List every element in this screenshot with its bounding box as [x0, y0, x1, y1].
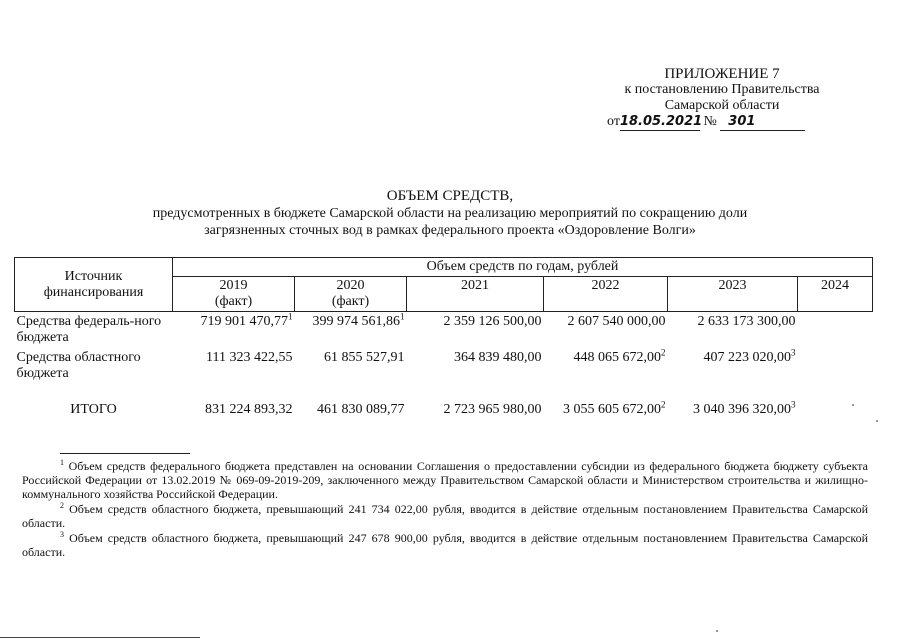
- value-text: 407 223 020,00: [703, 350, 791, 365]
- annex-block: [602, 66, 842, 131]
- year-label: 2021: [461, 278, 489, 293]
- scan-edge-line: [0, 637, 200, 638]
- footnote-ref: 1: [288, 311, 293, 322]
- footnote-3: [22, 531, 868, 559]
- total-value-cell: [544, 384, 668, 420]
- value-cell: [544, 312, 668, 349]
- footnote-mark: 1: [60, 458, 64, 467]
- table-row-federal: [15, 312, 873, 349]
- value-cell: [407, 348, 544, 384]
- footnote-mark: 2: [60, 501, 64, 510]
- value-text: 3 055 605 672,00: [563, 402, 661, 417]
- year-label: 2022: [591, 278, 620, 293]
- value-cell: [668, 348, 798, 384]
- annex-title: ПРИЛОЖЕНИЕ 7: [664, 66, 780, 82]
- footnote-ref: 2: [661, 347, 666, 358]
- year-header-2020: [295, 277, 407, 312]
- value-cell: [668, 312, 798, 349]
- footnotes: [22, 459, 868, 560]
- value-cell: [544, 348, 668, 384]
- value-text: 2 633 173 300,00: [697, 314, 796, 329]
- footnote-text: Объем средств областного бюджета, превышающий 241 734 022,00 рубля, вводится в действие отдельным постановлением Правительства Самарской области.: [22, 502, 868, 530]
- document-subtitle-line-2: загрязненных сточных вод в рамках федерального проекта «Оздоровление Волги»: [204, 223, 696, 238]
- value-cell: [798, 348, 873, 384]
- source-cell: Средства областного бюджета: [16, 350, 141, 381]
- year-label: 2019: [219, 278, 248, 293]
- value-text: 61 855 527,91: [324, 350, 405, 365]
- handwritten-date: 18.05.2021: [619, 114, 703, 129]
- document-heading: [0, 188, 900, 239]
- value-text: 2 359 126 500,00: [443, 314, 542, 329]
- year-note: (факт): [214, 294, 253, 309]
- value-cell: [407, 312, 544, 349]
- scan-speck: [852, 404, 854, 406]
- total-value-cell: [173, 384, 295, 420]
- footnote-divider: [60, 453, 190, 454]
- value-cell: [798, 312, 873, 349]
- year-header-2021: [407, 277, 544, 312]
- footnote-ref: 2: [661, 399, 666, 410]
- source-header: Источник финансирования: [15, 258, 173, 312]
- value-cell: [295, 312, 407, 349]
- footnote-ref: 3: [791, 399, 796, 410]
- table-row-total: [15, 384, 873, 420]
- year-label: 2020: [336, 278, 365, 293]
- footnote-ref: 1: [400, 311, 405, 322]
- year-note: (факт): [331, 294, 370, 309]
- value-text: 2 607 540 000,00: [567, 314, 666, 329]
- total-value-cell: [407, 384, 544, 420]
- document-title: ОБЪЕМ СРЕДСТВ,: [386, 188, 514, 204]
- value-cell: [173, 312, 295, 349]
- annex-date-line: [602, 114, 842, 131]
- footnote-2: [22, 502, 868, 530]
- total-value-cell: [295, 384, 407, 420]
- value-text: 831 224 893,32: [205, 402, 293, 417]
- year-header-2023: [668, 277, 798, 312]
- total-value-cell: [798, 384, 873, 420]
- value-text: 3 040 396 320,00: [693, 402, 791, 417]
- value-text: 461 830 089,77: [317, 402, 405, 417]
- date-prefix: от: [607, 114, 620, 129]
- footnote-ref: 3: [791, 347, 796, 358]
- number-prefix: №: [703, 114, 717, 129]
- value-text: 364 839 480,00: [454, 350, 542, 365]
- value-text: 2 723 965 980,00: [443, 402, 542, 417]
- footnote-mark: 3: [60, 530, 64, 539]
- value-text: 111 323 422,55: [206, 350, 293, 365]
- footnote-1: [22, 459, 868, 501]
- value-cell: [173, 348, 295, 384]
- year-header-2019: [173, 277, 295, 312]
- value-cell: [295, 348, 407, 384]
- total-label: ИТОГО: [70, 402, 117, 417]
- years-header: Объем средств по годам, рублей: [173, 258, 873, 277]
- scan-speck: [876, 420, 878, 422]
- scan-speck: [716, 630, 718, 632]
- year-header-2024: [798, 277, 873, 312]
- year-label: 2023: [718, 278, 747, 293]
- value-text: 719 901 470,77: [200, 314, 288, 329]
- year-header-2022: [544, 277, 668, 312]
- year-label: 2024: [821, 278, 849, 293]
- value-text: 399 974 561,86: [312, 314, 400, 329]
- value-text: 448 065 672,00: [573, 350, 661, 365]
- document-subtitle-line-1: предусмотренных в бюджете Самарской области на реализацию мероприятий по сокращению доли: [152, 206, 748, 221]
- annex-line-region: Самарской области: [664, 98, 780, 113]
- handwritten-number: 301: [728, 114, 756, 129]
- table-row-regional: [15, 348, 873, 384]
- source-cell: Средства федераль-ного бюджета: [16, 314, 162, 345]
- total-value-cell: [668, 384, 798, 420]
- funding-table: [14, 257, 873, 420]
- annex-line-decree: к постановлению Правительства: [624, 82, 820, 97]
- footnote-text: Объем средств областного бюджета, превышающий 247 678 900,00 рубля, вводится в действие отдельным постановлением Правительства Самарской области.: [22, 531, 868, 559]
- footnote-text: Объем средств федерального бюджета представлен на основании Соглашения о предоставлении субсидии из федерального бюджета бюджету субъекта Российской Федерации от 13.02.2019 № 069-09-2019-209, заключенного между Правительством Самарской области и Министерством строительства и жилищно-коммунального хозяйства Российской Федерации.: [22, 459, 869, 501]
